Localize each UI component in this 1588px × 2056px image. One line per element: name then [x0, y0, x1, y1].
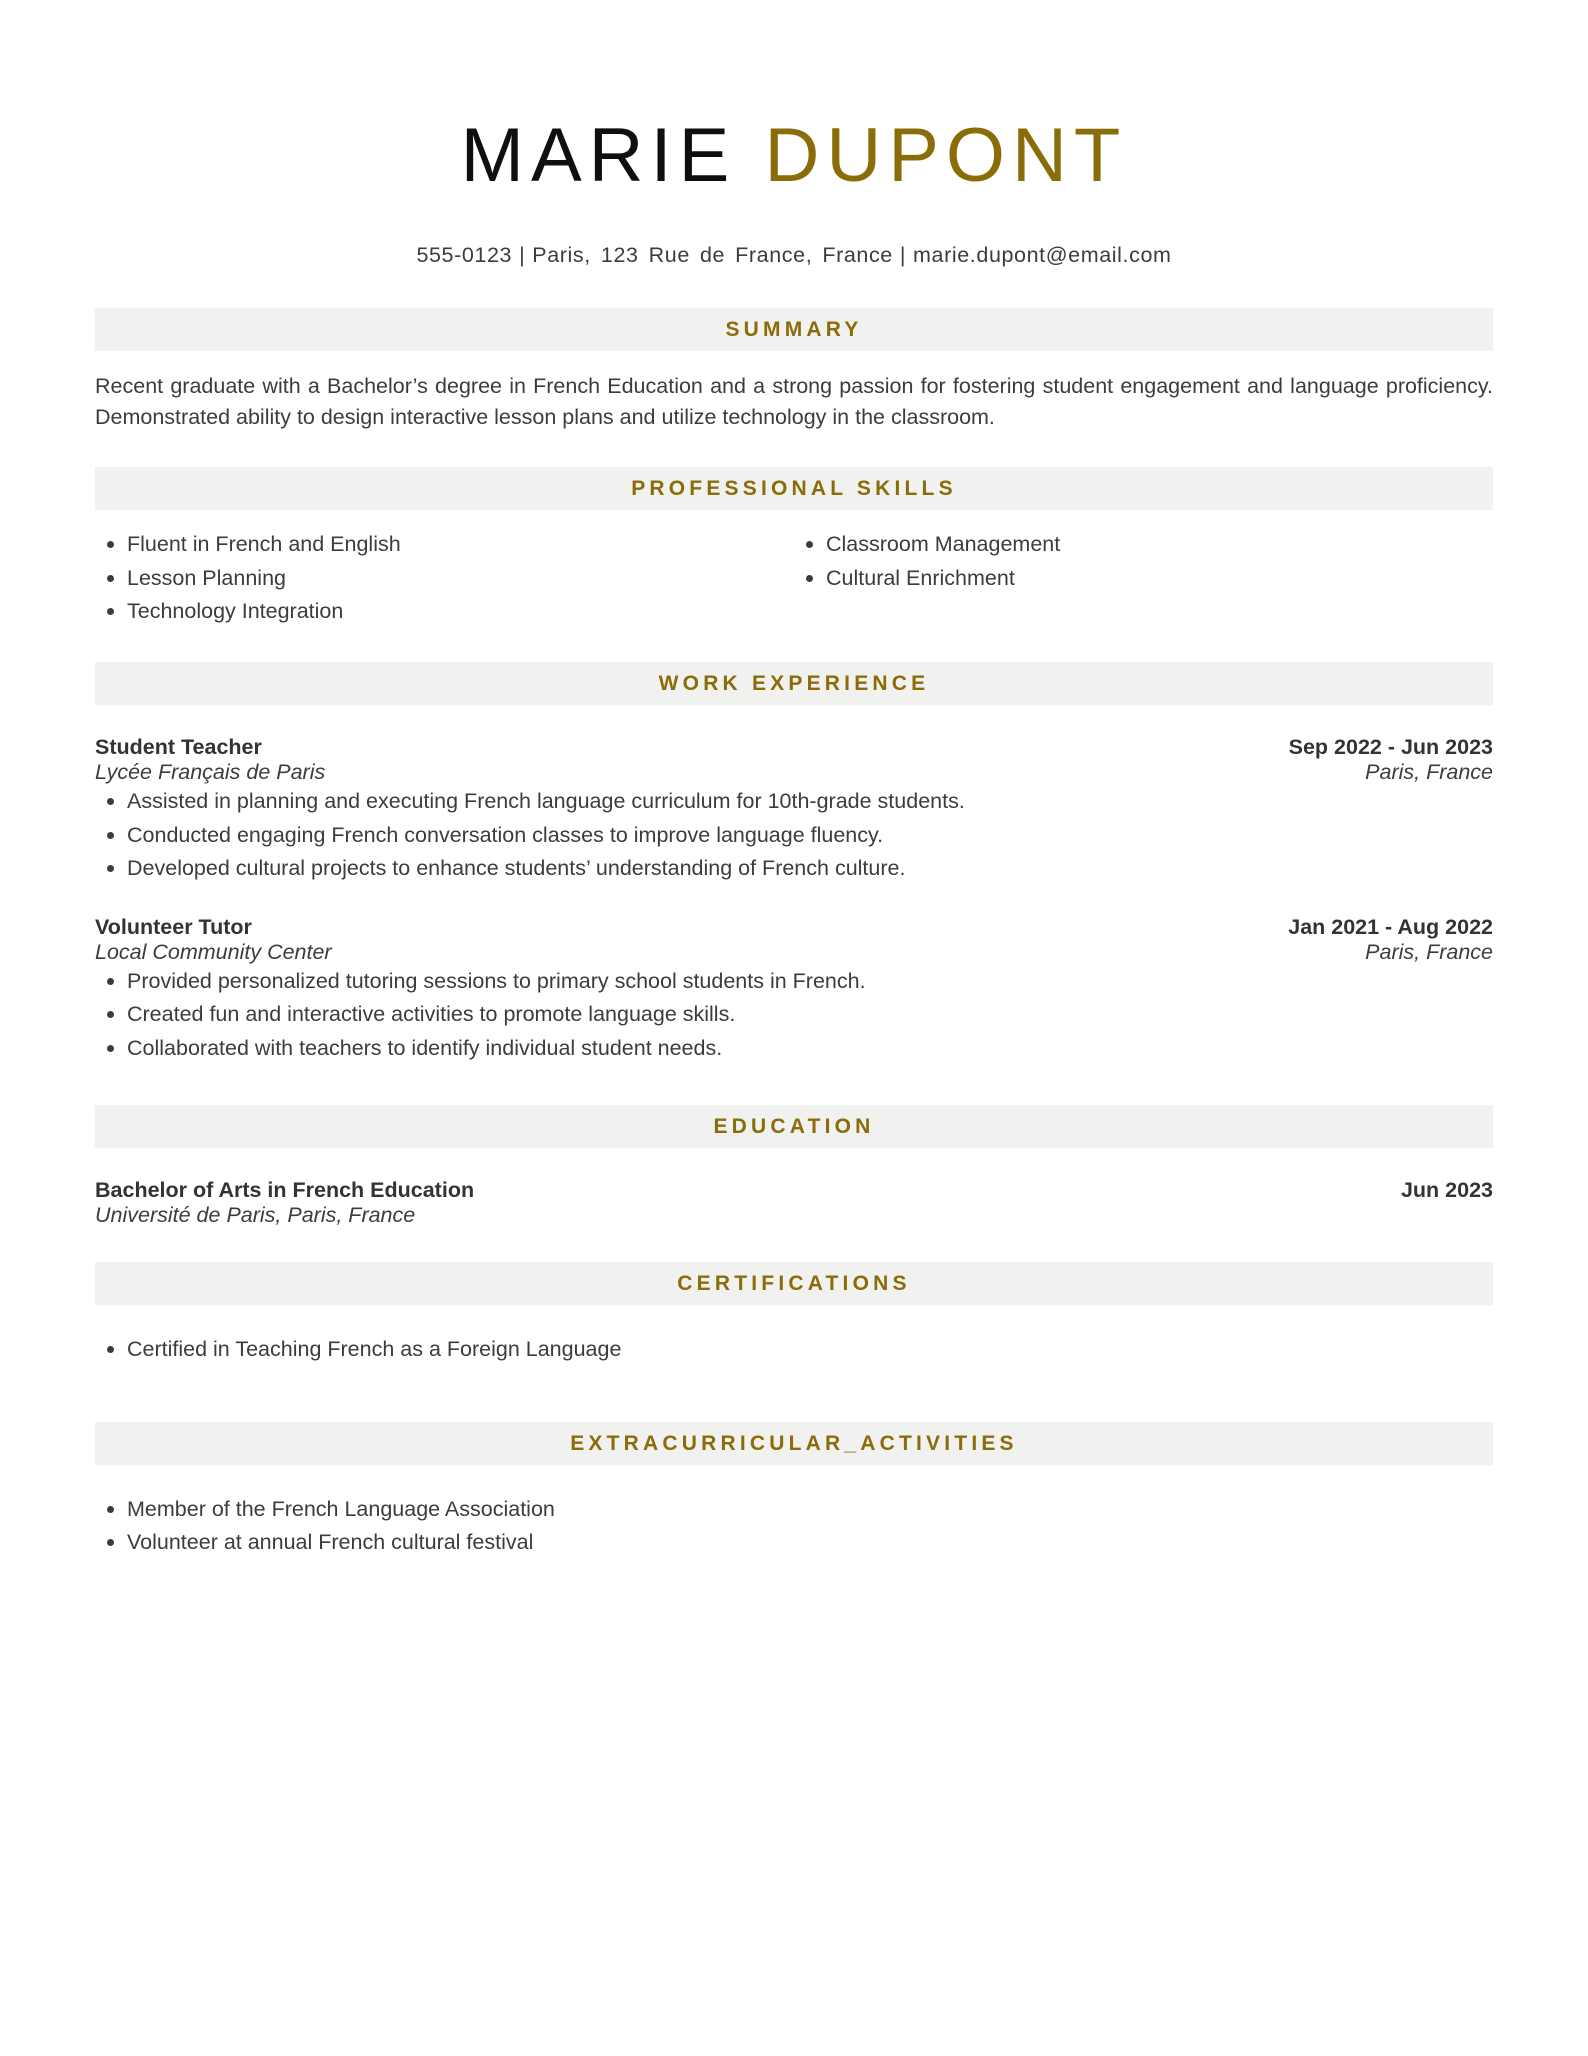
work-entry-bullets: [95, 785, 1493, 884]
summary-body: [95, 351, 1493, 433]
list-item: Certified in Teaching French as a Foreign Language: [95, 1333, 1493, 1365]
education-institution: Université de Paris, Paris, France: [95, 1202, 416, 1227]
education-entry-subheader: [95, 1203, 1493, 1228]
certifications-body: [95, 1305, 1493, 1365]
list-item: Collaborated with teachers to identify individual student needs.: [95, 1032, 1493, 1064]
contact-email: marie.dupont@email.com: [913, 243, 1172, 267]
resume-header: [0, 0, 1588, 268]
summary-text: Recent graduate with a Bachelor’s degree in French Education and a strong passion for fostering student engagement and language proficiency. Demonstrated ability to design interactive lesson plans and utilize technology in the classroom.: [95, 374, 1493, 430]
section-title-extracurricular: EXTRACURRICULAR_ACTIVITIES: [570, 1432, 1018, 1456]
contact-separator-2: |: [899, 243, 907, 267]
list-item: Technology Integration: [95, 595, 794, 627]
list-item: Member of the French Language Association: [95, 1493, 1493, 1525]
candidate-name: [0, 113, 1588, 198]
contact-phone: 555-0123: [416, 243, 513, 267]
list-item: Classroom Management: [794, 528, 1493, 560]
skills-column-left: [95, 528, 794, 623]
candidate-last-name: DUPONT: [764, 113, 1128, 198]
work-entry-title: Volunteer Tutor: [95, 915, 252, 940]
work-entry-header: [95, 915, 1493, 940]
work-entry-organization: Local Community Center: [95, 940, 332, 965]
section-header-extracurricular: [95, 1422, 1493, 1465]
work-entry-organization: Lycée Français de Paris: [95, 760, 326, 785]
list-item: Lesson Planning: [95, 562, 794, 594]
education-date: Jun 2023: [1400, 1177, 1493, 1202]
work-entry-header: [95, 735, 1493, 760]
contact-line: [374, 194, 1214, 268]
contact-address: Paris, 123 Rue de France, France: [532, 243, 893, 267]
section-header-work-experience: [95, 662, 1493, 705]
work-entry-location: Paris, France: [1365, 760, 1493, 785]
work-entry-location: Paris, France: [1365, 940, 1493, 965]
work-entry-date: Sep 2022 - Jun 2023: [1288, 735, 1493, 760]
certifications-list: [95, 1333, 1493, 1365]
education-degree: Bachelor of Arts in French Education: [95, 1177, 475, 1202]
list-item: Assisted in planning and executing French language curriculum for 10th-grade students.: [95, 785, 1493, 817]
section-title-education: EDUCATION: [713, 1114, 875, 1138]
work-entry-subheader: [95, 940, 1493, 965]
section-header-education: [95, 1105, 1493, 1148]
list-item: Cultural Enrichment: [794, 562, 1493, 594]
skills-list-right: [794, 528, 1493, 594]
list-item: Created fun and interactive activities to promote language skills.: [95, 998, 1493, 1030]
work-entry: [95, 915, 1493, 1064]
work-entry: [95, 735, 1493, 884]
extracurricular-body: [95, 1465, 1493, 1559]
work-entry-subheader: [95, 760, 1493, 785]
work-entry-date: Jan 2021 - Aug 2022: [1288, 915, 1493, 940]
list-item: Volunteer at annual French cultural festival: [95, 1526, 1493, 1558]
work-entry-title: Student Teacher: [95, 735, 262, 760]
work-entry-bullets: [95, 965, 1493, 1064]
section-title-summary: SUMMARY: [725, 318, 863, 341]
skills-list-left: [95, 528, 794, 627]
list-item: Provided personalized tutoring sessions to primary school students in French.: [95, 965, 1493, 997]
education-entry: [95, 1178, 1493, 1228]
section-title-skills: PROFESSIONAL SKILLS: [631, 477, 957, 501]
section-title-work-experience: WORK EXPERIENCE: [658, 672, 930, 696]
section-header-summary: [95, 308, 1493, 351]
section-title-certifications: CERTIFICATIONS: [677, 1271, 911, 1295]
contact-separator-1: |: [519, 243, 526, 267]
skills-column-right: [794, 528, 1493, 614]
section-header-skills: [95, 467, 1493, 510]
candidate-first-name: MARIE: [460, 113, 737, 198]
section-header-certifications: [95, 1262, 1493, 1305]
list-item: Conducted engaging French conversation classes to improve language fluency.: [95, 819, 1493, 851]
education-entry-header: [95, 1178, 1493, 1203]
extracurricular-list: [95, 1493, 1493, 1559]
list-item: Developed cultural projects to enhance students’ understanding of French culture.: [95, 852, 1493, 884]
list-item: Fluent in French and English: [95, 528, 794, 560]
skills-body: [95, 510, 1493, 623]
